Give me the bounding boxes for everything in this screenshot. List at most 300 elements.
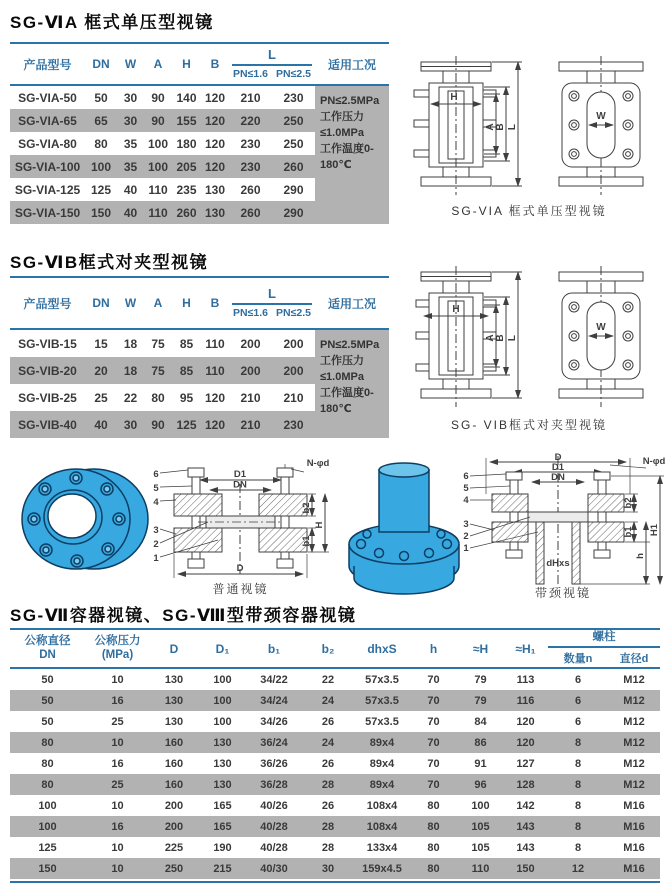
table-row: [10, 178, 315, 201]
dim-label-l: L: [507, 334, 518, 342]
col-header-b: B: [210, 57, 220, 71]
table-cell: M12: [623, 694, 645, 707]
table-cell: 15: [94, 336, 108, 351]
part-number: 6: [463, 471, 469, 482]
container-table-header: [10, 628, 660, 669]
container-table-rows: [10, 669, 660, 879]
table-cell: 110: [471, 862, 490, 875]
col-header-model: 产品型号: [23, 296, 72, 311]
table-cell: 200: [164, 799, 184, 812]
part-number: 3: [153, 525, 159, 536]
col-header-pn16: PN≤1.6: [233, 68, 268, 80]
table-cell: 80: [427, 841, 440, 854]
col-header-w: W: [124, 296, 137, 310]
table-cell: 57x3.5: [365, 673, 399, 686]
table-cell: 8: [574, 778, 582, 791]
dim-label-dn: DN: [551, 472, 565, 483]
table-cell: 57x3.5: [365, 694, 399, 707]
table-cell: 120: [516, 736, 535, 749]
col-header-dn-line1: 公称直径: [24, 634, 71, 647]
col-header-bolt-count: 数量n: [563, 653, 593, 665]
table-cell: 100: [213, 715, 232, 728]
table-cell: 26: [321, 715, 335, 728]
col-header-approx-h: ≈H: [472, 641, 489, 656]
table-cell: 210: [240, 417, 261, 432]
table-cell: 10: [111, 841, 124, 854]
table-cell: 260: [283, 159, 304, 174]
table-cell: 79: [474, 673, 487, 686]
table-cell: M16: [623, 820, 645, 833]
table-cell: M16: [623, 841, 645, 854]
part-number: 2: [153, 539, 159, 550]
table-cell: 130: [204, 205, 226, 220]
part-number: 5: [153, 483, 159, 494]
col-header-l-group: [229, 287, 315, 319]
table-cell: 30: [321, 862, 335, 875]
sgvia-conditions-cell: [315, 86, 389, 224]
plain-sight-glass-section-drawing: [148, 456, 333, 578]
table-row: [10, 201, 315, 224]
table-cell: 84: [474, 715, 487, 728]
col-header-a: A: [153, 296, 163, 310]
table-cell: SG-VIB-15: [18, 336, 77, 351]
table-cell: 125: [38, 841, 57, 854]
table-cell: 80: [41, 736, 54, 749]
table-cell: 18: [123, 336, 138, 351]
table-cell: 70: [427, 757, 440, 770]
condition-line: 工作压力≤1.0MPa: [320, 110, 364, 139]
table-cell: 230: [283, 417, 304, 432]
bolt-underline: [548, 646, 660, 648]
table-cell: M12: [623, 757, 645, 770]
table-row: [10, 690, 660, 711]
table-cell: 70: [427, 694, 440, 707]
sgvia-technical-drawing: [396, 54, 662, 200]
table-cell: 40: [123, 205, 138, 220]
dim-label-d: D: [236, 563, 244, 574]
table-cell: 130: [164, 694, 184, 707]
table-cell: 130: [213, 778, 232, 791]
table-cell: 18: [123, 363, 138, 378]
table-cell: 40/30: [260, 862, 288, 875]
table-cell: 79: [474, 694, 487, 707]
col-header-b2: b₂: [321, 641, 335, 656]
col-header-pressure-line1: 公称压力: [94, 634, 141, 647]
table-cell: 26: [321, 757, 335, 770]
dim-label-d1: D1: [551, 462, 565, 473]
table-cell: 180: [176, 136, 197, 151]
table-cell: 85: [179, 336, 194, 351]
table-cell: 235: [176, 182, 197, 197]
table-cell: 127: [516, 757, 535, 770]
table-cell: 215: [213, 862, 232, 875]
table-cell: 210: [240, 90, 261, 105]
table-cell: 100: [147, 136, 169, 151]
table-cell: 80: [41, 757, 54, 770]
table-cell: 108x4: [366, 820, 398, 833]
table-cell: 28: [321, 841, 335, 854]
table-cell: 35: [123, 159, 138, 174]
table-row: [10, 357, 315, 384]
table-cell: 220: [240, 113, 261, 128]
table-cell: 25: [94, 390, 108, 405]
part-number: 5: [463, 483, 469, 494]
table-cell: 143: [516, 841, 535, 854]
table-row: [10, 86, 315, 109]
part-number: 6: [153, 469, 159, 480]
col-header-d1: D₁: [215, 641, 230, 656]
table-cell: 8: [574, 841, 582, 854]
dim-label-b: B: [495, 334, 506, 342]
table-cell: 6: [574, 715, 582, 728]
table-cell: 108x4: [366, 799, 398, 812]
table-cell: 40/28: [260, 820, 288, 833]
table-cell: M12: [623, 673, 645, 686]
col-header-bolt-group: [548, 631, 660, 666]
table-cell: 250: [283, 113, 304, 128]
dim-label-n-phi-d: N-φd: [642, 456, 666, 467]
necked-sight-glass-section-drawing: [458, 452, 668, 588]
table-row: [10, 858, 660, 879]
part-number: 3: [463, 519, 469, 530]
col-header-dn-line2: DN: [39, 648, 56, 661]
condition-line: PN≤2.5MPa: [320, 339, 380, 351]
dim-label-a: A: [485, 334, 496, 342]
table-cell: SG-VIA-125: [14, 182, 81, 197]
condition-line: PN≤2.5MPa: [320, 95, 380, 107]
table-cell: 8: [574, 799, 582, 812]
col-header-l-group: [229, 48, 315, 80]
table-cell: M16: [623, 862, 645, 875]
table-cell: 250: [283, 136, 304, 151]
table-cell: 200: [164, 820, 184, 833]
table-cell: 70: [427, 715, 440, 728]
table-cell: 150: [38, 862, 57, 875]
table-cell: 25: [111, 715, 124, 728]
table-row: [10, 330, 315, 357]
col-header-a: A: [153, 57, 163, 71]
table-cell: 200: [283, 336, 304, 351]
table-row: [10, 669, 660, 690]
table-cell: 35: [123, 136, 138, 151]
section1-title: SG-ⅥA 框式单压型视镜: [10, 13, 214, 32]
table-cell: 113: [516, 673, 535, 686]
dim-label-w: W: [596, 111, 606, 122]
col-header-pn25: PN≤2.5: [276, 68, 311, 80]
table-cell: 34/22: [260, 673, 288, 686]
table-cell: M16: [623, 799, 645, 812]
table-cell: 36/24: [260, 736, 288, 749]
dim-label-dhxs: dHxs: [546, 558, 570, 569]
sgvib-technical-drawing: [396, 264, 662, 412]
table-cell: 26: [321, 799, 335, 812]
col-header-d: D: [169, 641, 179, 656]
table-cell: 85: [179, 363, 194, 378]
table-cell: 6: [574, 694, 582, 707]
col-header-b: B: [210, 296, 220, 310]
table-cell: 133x4: [366, 841, 398, 854]
table-cell: 165: [213, 799, 232, 812]
table-cell: 105: [471, 820, 490, 833]
table-cell: 100: [38, 820, 57, 833]
dim-label-d1: D1: [233, 469, 247, 480]
section2-title: SG-ⅥB框式对夹型视镜: [10, 253, 209, 272]
table-row: [10, 816, 660, 837]
col-header-dn: DN: [92, 57, 110, 71]
table-cell: 57x3.5: [365, 715, 399, 728]
table-cell: 80: [151, 390, 165, 405]
table-cell: 30: [123, 417, 138, 432]
table-cell: 230: [240, 136, 261, 151]
table-cell: 125: [176, 417, 197, 432]
dim-label-b1: b1: [623, 526, 634, 538]
table-cell: 225: [164, 841, 184, 854]
condition-line: 工作温度0-180℃: [320, 142, 374, 171]
table-cell: 75: [151, 336, 165, 351]
table-cell: 8: [574, 820, 582, 833]
part-number: 4: [153, 497, 159, 508]
table-cell: 8: [574, 757, 582, 770]
sgvia-table-body: [10, 86, 389, 224]
table-cell: SG-VIA-65: [18, 113, 77, 128]
sgvib-table-header: [10, 276, 389, 330]
table-cell: 20: [94, 363, 108, 378]
table-cell: 128: [516, 778, 535, 791]
table-cell: 100: [471, 799, 490, 812]
table-cell: 120: [204, 113, 226, 128]
table-cell: 155: [176, 113, 197, 128]
table-cell: 160: [164, 736, 184, 749]
table-cell: 120: [516, 715, 535, 728]
table-cell: 150: [516, 862, 535, 875]
table-cell: 100: [90, 159, 112, 174]
table-cell: 96: [474, 778, 487, 791]
col-header-conditions: 适用工况: [327, 57, 376, 72]
table-row: [10, 411, 315, 438]
sgvia-table: [10, 42, 389, 224]
table-cell: 70: [427, 736, 440, 749]
table-cell: 24: [321, 694, 335, 707]
table-cell: SG-VIA-100: [14, 159, 81, 174]
table-row: [10, 753, 660, 774]
table-cell: M12: [623, 736, 645, 749]
table-cell: 260: [176, 205, 197, 220]
dim-label-h: H: [314, 521, 325, 529]
necked-sight-glass-caption: 带颈视镜: [534, 586, 591, 600]
table-cell: 230: [283, 90, 304, 105]
table-cell: 40/26: [260, 799, 288, 812]
table-cell: 120: [204, 417, 226, 432]
table-cell: 260: [240, 205, 261, 220]
table-cell: 6: [574, 673, 582, 686]
table-cell: 260: [240, 182, 261, 197]
table-cell: 34/26: [260, 715, 288, 728]
table-cell: M12: [623, 715, 645, 728]
table-cell: 150: [90, 205, 112, 220]
table-cell: 110: [148, 182, 168, 197]
col-header-dn: DN: [92, 296, 110, 310]
col-header-model: 产品型号: [23, 57, 72, 72]
table-cell: 80: [427, 820, 440, 833]
col-header-pn16: PN≤1.6: [233, 307, 268, 319]
table-cell: 70: [427, 778, 440, 791]
sgvib-rows: [10, 330, 315, 438]
dim-label-b2: b2: [301, 502, 312, 514]
dim-label-b1: b1: [301, 535, 312, 547]
sgvia-table-header: [10, 42, 389, 86]
table-cell: 50: [41, 715, 54, 728]
table-cell: 100: [213, 694, 232, 707]
table-cell: 200: [240, 336, 261, 351]
table-cell: 110: [148, 205, 168, 220]
table-cell: M12: [623, 778, 645, 791]
table-cell: 142: [516, 799, 535, 812]
table-cell: 75: [151, 363, 165, 378]
table-cell: 130: [213, 736, 232, 749]
table-cell: SG-VIA-80: [18, 136, 77, 151]
table-cell: 105: [471, 841, 490, 854]
dim-label-h: H: [450, 92, 458, 103]
table-cell: 80: [94, 136, 108, 151]
table-cell: 24: [321, 736, 335, 749]
part-number: 4: [463, 495, 469, 506]
dim-label-small-h: h: [635, 553, 646, 559]
table-cell: 25: [111, 778, 124, 791]
table-cell: 90: [151, 113, 165, 128]
table-cell: 165: [213, 820, 232, 833]
table-cell: 90: [151, 417, 165, 432]
table-cell: 110: [205, 336, 225, 351]
table-cell: 143: [516, 820, 535, 833]
table-cell: 80: [427, 862, 440, 875]
necked-sight-glass-illustration: [345, 460, 463, 590]
table-cell: 250: [164, 862, 184, 875]
col-header-bolt-diameter: 直径d: [619, 653, 649, 665]
table-cell: 100: [38, 799, 57, 812]
table-cell: 8: [574, 736, 582, 749]
part-number: 1: [463, 543, 469, 554]
table-cell: 90: [151, 90, 165, 105]
table-cell: 160: [164, 778, 184, 791]
dim-label-dn: DN: [233, 479, 247, 491]
table-row: [10, 711, 660, 732]
table-cell: 116: [516, 694, 535, 707]
table-cell: 16: [111, 694, 124, 707]
sgvib-table: [10, 276, 389, 438]
dim-label-h: H: [452, 304, 460, 315]
part-number: 2: [463, 531, 469, 542]
dim-label-b2: b2: [623, 497, 634, 509]
condition-line: 工作压力≤1.0MPa: [320, 354, 364, 383]
table-cell: 200: [283, 363, 304, 378]
condition-line: 工作温度0-180℃: [320, 386, 374, 415]
table-cell: 16: [111, 820, 124, 833]
table-cell: 130: [164, 715, 184, 728]
table-cell: 125: [90, 182, 112, 197]
dim-label-a: A: [485, 123, 496, 131]
l-underline: [232, 64, 311, 66]
table-cell: 10: [111, 862, 124, 875]
col-header-w: W: [124, 57, 137, 71]
sgvia-drawing-caption: SG-VIA 框式单压型视镜: [451, 204, 607, 218]
table-cell: 110: [205, 363, 225, 378]
table-cell: SG-VIB-20: [18, 363, 77, 378]
table-cell: 290: [283, 182, 304, 197]
dim-label-d: D: [554, 452, 562, 463]
table-cell: 130: [213, 757, 232, 770]
dim-label-h1: H1: [649, 523, 660, 537]
table-cell: 89x4: [369, 757, 395, 770]
table-cell: 50: [41, 673, 54, 686]
table-cell: 10: [111, 736, 124, 749]
col-header-h: H: [182, 296, 191, 310]
sgvib-drawing-caption: SG- VIB框式对夹型视镜: [450, 418, 607, 432]
table-cell: 30: [123, 113, 138, 128]
l-underline: [232, 303, 311, 305]
table-cell: 12: [571, 862, 585, 875]
table-cell: 120: [204, 136, 226, 151]
table-cell: 120: [204, 159, 226, 174]
dim-label-n-phi-d: N-φd: [306, 458, 330, 469]
dim-label-w: W: [596, 322, 606, 333]
table-cell: 36/28: [260, 778, 288, 791]
table-cell: 290: [283, 205, 304, 220]
table-cell: 130: [164, 673, 184, 686]
col-header-h: h: [429, 641, 438, 656]
table-cell: 22: [123, 390, 138, 405]
table-cell: 140: [176, 90, 197, 105]
table-row: [10, 774, 660, 795]
table-cell: 100: [147, 159, 169, 174]
dim-label-l: L: [507, 123, 518, 131]
table-cell: 89x4: [369, 736, 395, 749]
table-cell: 50: [41, 694, 54, 707]
table-cell: 120: [204, 90, 226, 105]
table-cell: 36/26: [260, 757, 288, 770]
table-cell: 30: [123, 90, 138, 105]
table-cell: 205: [176, 159, 197, 174]
table-cell: 16: [111, 757, 124, 770]
container-sight-glass-table: [10, 628, 660, 879]
container-table-body: [10, 669, 660, 879]
table-cell: 86: [474, 736, 487, 749]
table-cell: 89x4: [369, 778, 395, 791]
table-cell: 100: [213, 673, 232, 686]
table-cell: 130: [204, 182, 226, 197]
table-cell: 210: [240, 390, 261, 405]
table-cell: 28: [321, 820, 335, 833]
col-header-h: H: [182, 57, 191, 71]
sgvia-rows: [10, 86, 315, 224]
col-header-dhxs: dhxS: [367, 641, 397, 656]
table-row: [10, 837, 660, 858]
table-cell: 34/24: [260, 694, 288, 707]
part-number: 1: [153, 553, 159, 564]
table-row: [10, 732, 660, 753]
table-cell: 190: [213, 841, 232, 854]
table-cell: 28: [321, 778, 335, 791]
table-cell: 10: [111, 673, 124, 686]
table-cell: 70: [427, 673, 440, 686]
table-row: [10, 132, 315, 155]
table-cell: 80: [41, 778, 54, 791]
table-bottom-rule: [10, 881, 660, 883]
table-cell: 120: [204, 390, 226, 405]
table-cell: SG-VIB-25: [18, 390, 77, 405]
table-cell: 159x4.5: [362, 862, 402, 875]
table-cell: SG-VIB-40: [18, 417, 77, 432]
table-cell: 80: [427, 799, 440, 812]
